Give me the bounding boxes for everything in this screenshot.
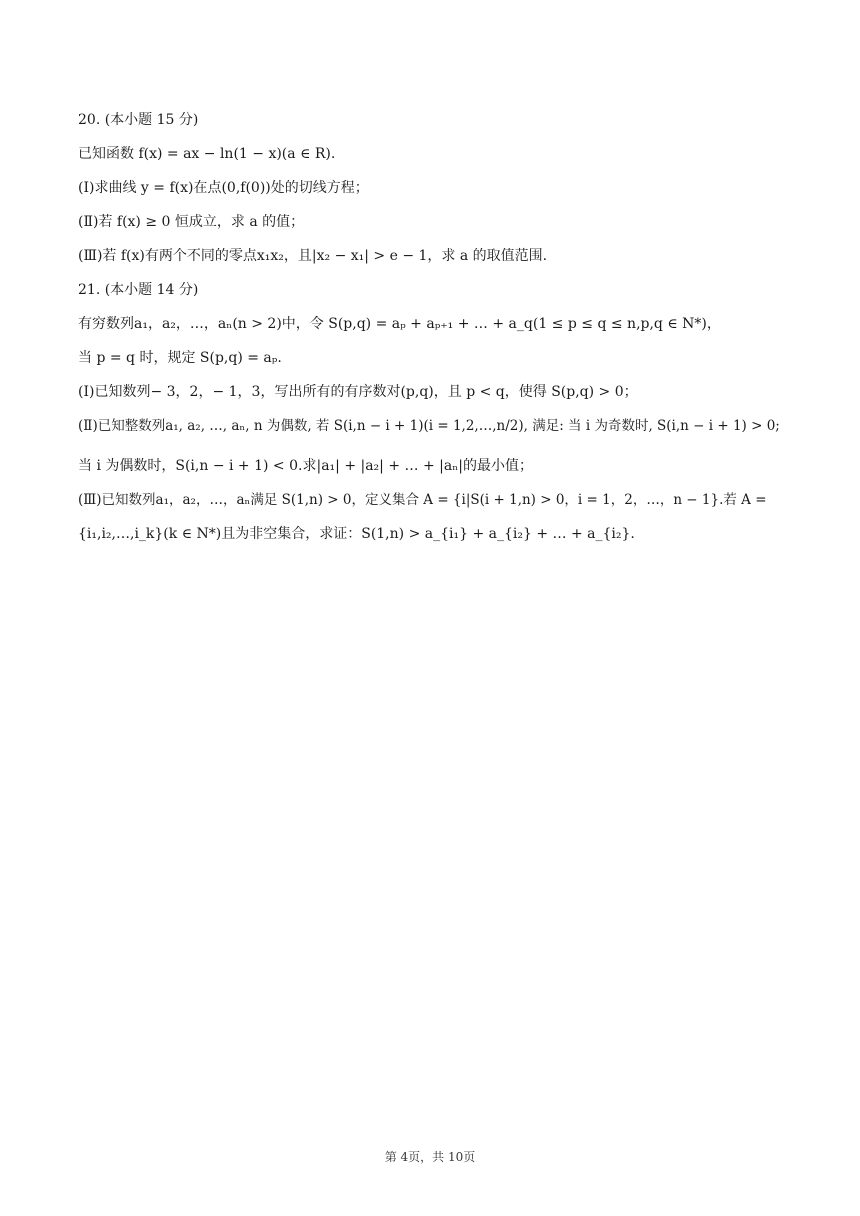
q20-part3: (Ⅲ)若 f(x)有两个不同的零点x₁x₂，且|x₂ − x₁| > e − 1，求 a 的取值范围.	[78, 248, 548, 264]
q21-stem-2: 当 p = q 时，规定 S(p,q) = aₚ.	[78, 350, 282, 366]
page-footer: 第 4页，共 10页	[384, 1150, 476, 1164]
q21-part2-line1: (Ⅱ)已知整数列a₁, a₂, …, aₙ, n 为偶数, 若 S(i,n − i + 1)(i = 1,2,…,n/2), 满足: 当 i 为奇数时, S(i,n − i + 1) > 0;	[78, 418, 780, 434]
q21-part1: (Ⅰ)已知数列− 3，2，− 1，3，写出所有的有序数对(p,q)，且 p < q，使得 S(p,q) > 0；	[78, 384, 638, 400]
q21-stem-1: 有穷数列a₁，a₂，…，aₙ(n > 2)中，令 S(p,q) = aₚ + aₚ₊₁ + … + a_q(1 ≤ p ≤ q ≤ n,p,q ∈ N*)，	[78, 316, 721, 332]
q21-part3-line1: (Ⅲ)已知数列a₁，a₂，…，aₙ满足 S(1,n) > 0，定义集合 A = {i|S(i + 1,n) > 0，i = 1，2，…，n − 1}.若 A =	[78, 492, 767, 508]
q21-header: 21. (本小题 14 分)	[78, 282, 199, 298]
page-content	[78, 110, 790, 558]
q20-header: 20. (本小题 15 分)	[78, 112, 199, 128]
q21-part2-line2: 当 i 为偶数时，S(i,n − i + 1) < 0.求|a₁| + |a₂| + … + |aₙ|的最小值；	[78, 458, 533, 474]
q20-part1: (Ⅰ)求曲线 y = f(x)在点(0,f(0))处的切线方程；	[78, 180, 369, 196]
q20-stem: 已知函数 f(x) = ax − ln(1 − x)(a ∈ R).	[78, 146, 336, 162]
q21-part3-line2: {i₁,i₂,…,i_k}(k ∈ N*)且为非空集合，求证：S(1,n) > a_{i₁} + a_{i₂} + … + a_{i₂}.	[78, 526, 635, 542]
q20-part2: (Ⅱ)若 f(x) ≥ 0 恒成立，求 a 的值；	[78, 214, 305, 230]
